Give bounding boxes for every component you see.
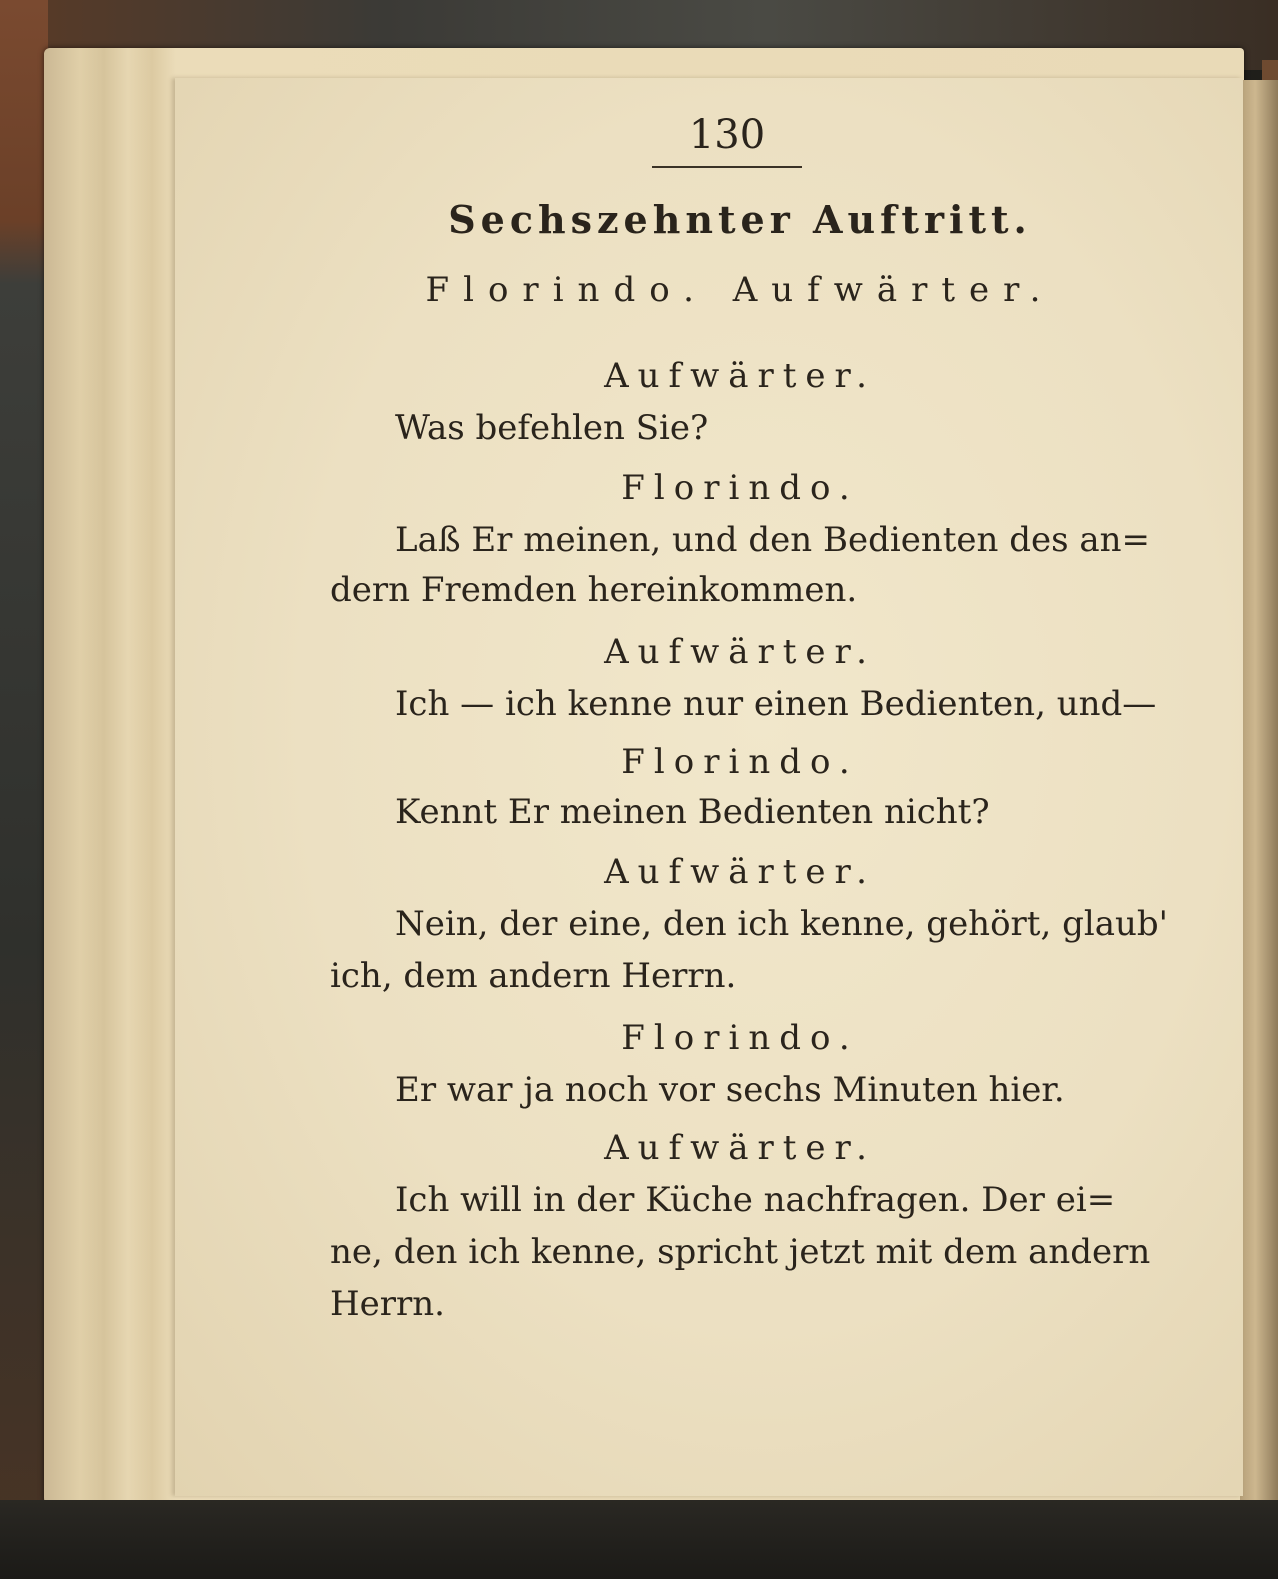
speaker-name: Aufwärter. [604, 632, 876, 672]
dialogue-line: Nein, der eine, den ich kenne, gehört, glaub' [395, 904, 1169, 944]
speaker-name: Aufwärter. [604, 852, 876, 892]
dialogue-line: Herrn. [330, 1284, 445, 1324]
speaker-name: Florindo. [621, 1018, 859, 1058]
scene-title: Sechszehnter Auftritt. [448, 197, 1032, 242]
speaker-name: Aufwärter. [604, 1128, 876, 1168]
dialogue-line: Ich — ich kenne nur einen Bedienten, und— [395, 684, 1157, 724]
dialogue-line: Laß Er meinen, und den Bedienten des an= [395, 520, 1151, 560]
header-rule [652, 166, 802, 168]
speaker-name: Aufwärter. [604, 356, 876, 396]
dialogue-line: ne, den ich kenne, spricht jetzt mit dem andern [330, 1232, 1151, 1272]
dialogue-line: Was befehlen Sie? [395, 408, 709, 448]
dialogue-line: Er war ja noch vor sechs Minuten hier. [395, 1070, 1065, 1110]
dialogue-line: Kennt Er meinen Bedienten nicht? [395, 792, 990, 832]
speaker-name: Florindo. [621, 742, 859, 782]
page-number: 130 [688, 112, 766, 158]
character-list: Florindo. Aufwärter. [425, 270, 1055, 310]
dialogue-line: ich, dem andern Herrn. [330, 956, 737, 996]
dialogue-line: Ich will in der Küche nachfragen. Der ei= [395, 1180, 1116, 1220]
dialogue-line: dern Fremden hereinkommen. [330, 570, 858, 610]
speaker-name: Florindo. [621, 468, 859, 508]
